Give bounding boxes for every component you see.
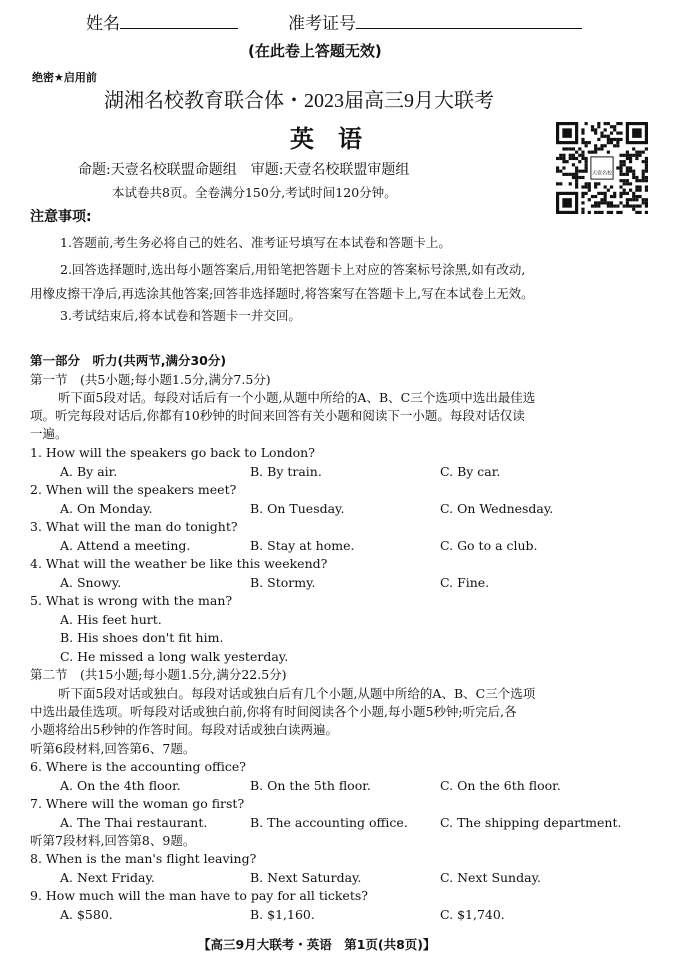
section2-instructions: 中选出最佳选项。听每段对话或独白前,你将有时间阅读各个小题,每小题5秒钟;听完后,各 <box>30 704 517 719</box>
options-row <box>0 500 677 518</box>
option-a: A. On Monday. <box>60 501 153 516</box>
option-c: C. Fine. <box>440 575 490 590</box>
options-row <box>0 537 677 555</box>
authors: 命题:天壹名校联盟命题组 审题:天壹名校联盟审题组 <box>78 162 410 178</box>
option-a: A. His feet hurt. <box>60 612 162 627</box>
option-a: A. Attend a meeting. <box>60 538 191 553</box>
section1-title: 第一节 (共5小题;每小题1.5分,满分7.5分) <box>30 372 271 387</box>
section2-instructions: 听下面5段对话或独白。每段对话或独白后有几个小题,从题中所给的A、B、C三个选项 <box>58 686 536 701</box>
question-text: 8. When is the man's flight leaving? <box>30 851 257 866</box>
note-item: 2.回答选择题时,选出每小题答案后,用铅笔把答题卡上对应的答案标号涂黑,如有改动, <box>60 262 526 277</box>
option-c: C. He missed a long walk yesterday. <box>60 649 289 664</box>
options-row <box>0 906 677 924</box>
section2-title: 第二节 (共15小题;每小题1.5分,满分22.5分) <box>30 667 287 682</box>
qr-label: 天壹名校 <box>591 170 613 177</box>
page-footer: 【高三9月大联考・英语 第1页(共8页)】 <box>198 937 436 952</box>
option-b: B. Stay at home. <box>250 538 355 553</box>
section1-instructions: 项。听完每段对话后,你都有10秒钟的时间来回答有关小题和阅读下一小题。每段对话仅读 <box>30 408 525 423</box>
option-a: A. On the 4th floor. <box>60 778 181 793</box>
option-a: A. Snowy. <box>60 575 122 590</box>
question-text: 3. What will the man do tonight? <box>30 519 238 534</box>
qr-code-icon <box>556 122 648 214</box>
option-c: C. On the 6th floor. <box>440 778 561 793</box>
question-text: 4. What will the weather be like this weekend? <box>30 556 328 571</box>
options-row <box>0 574 677 592</box>
section1-instructions: 听下面5段对话。每段对话后有一个小题,从题中所给的A、B、C三个选项中选出最佳选 <box>58 390 536 405</box>
option-c: C. The shipping department. <box>440 815 622 830</box>
option-b: B. The accounting office. <box>250 815 408 830</box>
section2-instructions: 小题将给出5秒钟的作答时间。每段对话或独白读两遍。 <box>30 722 338 737</box>
option-b: B. His shoes don't fit him. <box>60 630 224 645</box>
option-c: C. Next Sunday. <box>440 870 541 885</box>
option-a: A. By air. <box>60 464 118 479</box>
material-note: 听第6段材料,回答第6、7题。 <box>30 741 196 756</box>
exam-id-label: 准考证号 <box>288 12 582 36</box>
option-a: A. $580. <box>60 907 113 922</box>
option-c: C. By car. <box>440 464 501 479</box>
question-text: 9. How much will the man have to pay for all tickets? <box>30 888 368 903</box>
question-text: 5. What is wrong with the man? <box>30 593 233 608</box>
name-label: 姓名 <box>86 12 238 36</box>
question-text: 7. Where will the woman go first? <box>30 796 245 811</box>
options-row <box>0 777 677 795</box>
option-b: B. By train. <box>250 464 322 479</box>
note-item: 用橡皮擦干净后,再选涂其他答案;回答非选择题时,将答案写在答题卡上,写在本试卷上无效。 <box>30 286 534 301</box>
option-b: B. On Tuesday. <box>250 501 345 516</box>
exam-title: 湖湘名校教育联合体・2023届高三9月大联考 <box>104 90 494 112</box>
question-text: 6. Where is the accounting office? <box>30 759 247 774</box>
options-row <box>0 463 677 481</box>
option-a: A. The Thai restaurant. <box>60 815 208 830</box>
option-b: B. Stormy. <box>250 575 316 590</box>
option-c: C. On Wednesday. <box>440 501 554 516</box>
material-note: 听第7段材料,回答第8、9题。 <box>30 833 196 848</box>
part1-title: 第一部分 听力(共两节,满分30分) <box>30 353 227 368</box>
notes-title: 注意事项: <box>30 209 92 225</box>
section1-instructions: 一遍。 <box>30 426 68 441</box>
question-text: 2. When will the speakers meet? <box>30 482 237 497</box>
option-b: B. Next Saturday. <box>250 870 362 885</box>
option-b: B. $1,160. <box>250 907 315 922</box>
option-a: A. Next Friday. <box>60 870 155 885</box>
options-row <box>0 814 677 832</box>
options-row <box>0 869 677 887</box>
exam-info: 本试卷共8页。全卷满分150分,考试时间120分钟。 <box>112 185 397 200</box>
option-c: C. $1,740. <box>440 907 505 922</box>
subject-title: 英 语 <box>290 125 362 153</box>
option-c: C. Go to a club. <box>440 538 538 553</box>
note-item: 1.答题前,考生务必将自己的姓名、准考证号填写在本试卷和答题卡上。 <box>60 235 451 250</box>
question-text: 1. How will the speakers go back to London? <box>30 445 315 460</box>
option-b: B. On the 5th floor. <box>250 778 371 793</box>
note-item: 3.考试结束后,将本试卷和答题卡一并交回。 <box>60 308 301 323</box>
invalid-note: (在此卷上答题无效) <box>248 42 382 60</box>
secret-mark: 绝密★启用前 <box>32 71 97 84</box>
